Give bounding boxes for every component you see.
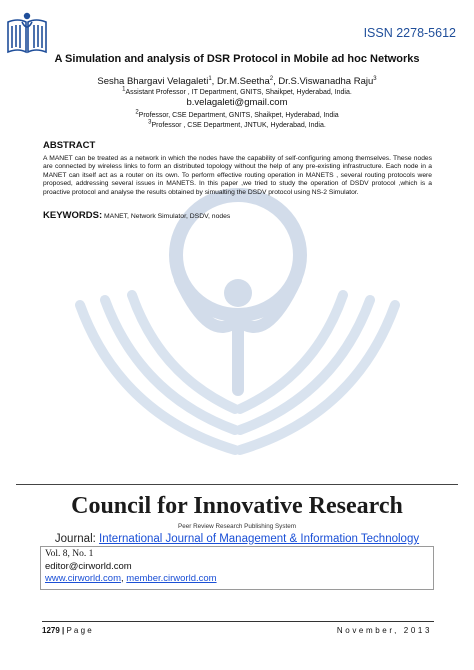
cir-logo-icon <box>4 8 50 58</box>
journal-line <box>0 533 474 545</box>
affiliation-text: Professor, CSE Department, GNITS, Shaikpet, Hyderabad, India <box>138 112 339 119</box>
affiliation-sup: 3 <box>148 119 152 126</box>
page-number <box>42 626 92 635</box>
journal-link[interactable]: International Journal of Management & Information Technology <box>99 533 420 545</box>
affiliation-sup: 1 <box>122 86 126 93</box>
affiliation-3 <box>0 121 474 130</box>
publisher-name: Council for Innovative Research <box>71 493 403 519</box>
abstract-heading: ABSTRACT <box>43 140 96 151</box>
publisher-tagline: Peer Review Research Publishing System <box>178 523 296 530</box>
volume-info: Vol. 8, No. 1 <box>45 549 94 559</box>
author-list <box>0 76 474 87</box>
journal-label: Journal: <box>54 533 100 545</box>
keywords-label: KEYWORDS: <box>43 210 103 221</box>
affiliation-sup: 2 <box>135 109 139 116</box>
abstract-body: A MANET can be treated as a network in which the nodes have the capability of self-configuring among themselves. These nodes are connected by wireless links to form an distributed topology without the help of any pre-existing infrastructure. Each node in a MANET can itself act as a router on its own. To perform effective routing operation in MANETS , several routing protocols were proposed, addressing several issues in MANETS. In this paper ,we tried to study the operation of DSDV protocol ,which is a proactive protocol and analyse the results obtained by simualting the DSDV protocol using NS-2 Simulator. <box>43 155 432 196</box>
link-separator: , <box>121 573 127 584</box>
website-link-member[interactable]: member.cirworld.com <box>126 573 217 584</box>
journal-info-box <box>40 546 434 590</box>
website-links <box>45 573 217 584</box>
page-number-sep: | <box>59 626 67 635</box>
affiliation-text: Professor , CSE Department, JNTUK, Hyderabad, India. <box>151 122 326 129</box>
author-separator: , <box>211 76 217 87</box>
page-number-value: 1279 <box>42 626 60 635</box>
author-separator: , <box>273 76 279 87</box>
publication-month: November, 2013 <box>336 626 432 635</box>
author-sup: 2 <box>269 75 274 82</box>
watermark-logo-icon <box>60 185 415 460</box>
editor-email: editor@cirworld.com <box>45 561 132 572</box>
page-label: P a g e <box>66 626 92 635</box>
affiliation-text: Assistant Professor , IT Department, GNITS, Shaikpet, Hyderabad, India. <box>125 89 352 96</box>
author-sup: 1 <box>208 75 212 82</box>
author-name: Sesha Bhargavi Velagaleti <box>97 76 209 87</box>
website-link-cirworld[interactable]: www.cirworld.com <box>45 573 122 584</box>
author-email: b.velagaleti@gmail.com <box>186 97 288 108</box>
footer-divider <box>42 621 434 622</box>
author-name: Dr.M.Seetha <box>216 76 270 87</box>
paper-title: A Simulation and analysis of DSR Protocol in Mobile ad hoc Networks <box>54 53 420 65</box>
author-name: Dr.S.Viswanadha Raju <box>278 76 374 87</box>
author-sup: 3 <box>373 75 377 82</box>
keywords-text: MANET, Network Simulator, DSDV, nodes <box>102 213 231 220</box>
divider <box>16 484 458 485</box>
issn-number: ISSN 2278-5612 <box>363 26 456 40</box>
affiliation-2 <box>0 111 474 120</box>
affiliation-1 <box>0 88 474 97</box>
keywords <box>43 210 230 221</box>
